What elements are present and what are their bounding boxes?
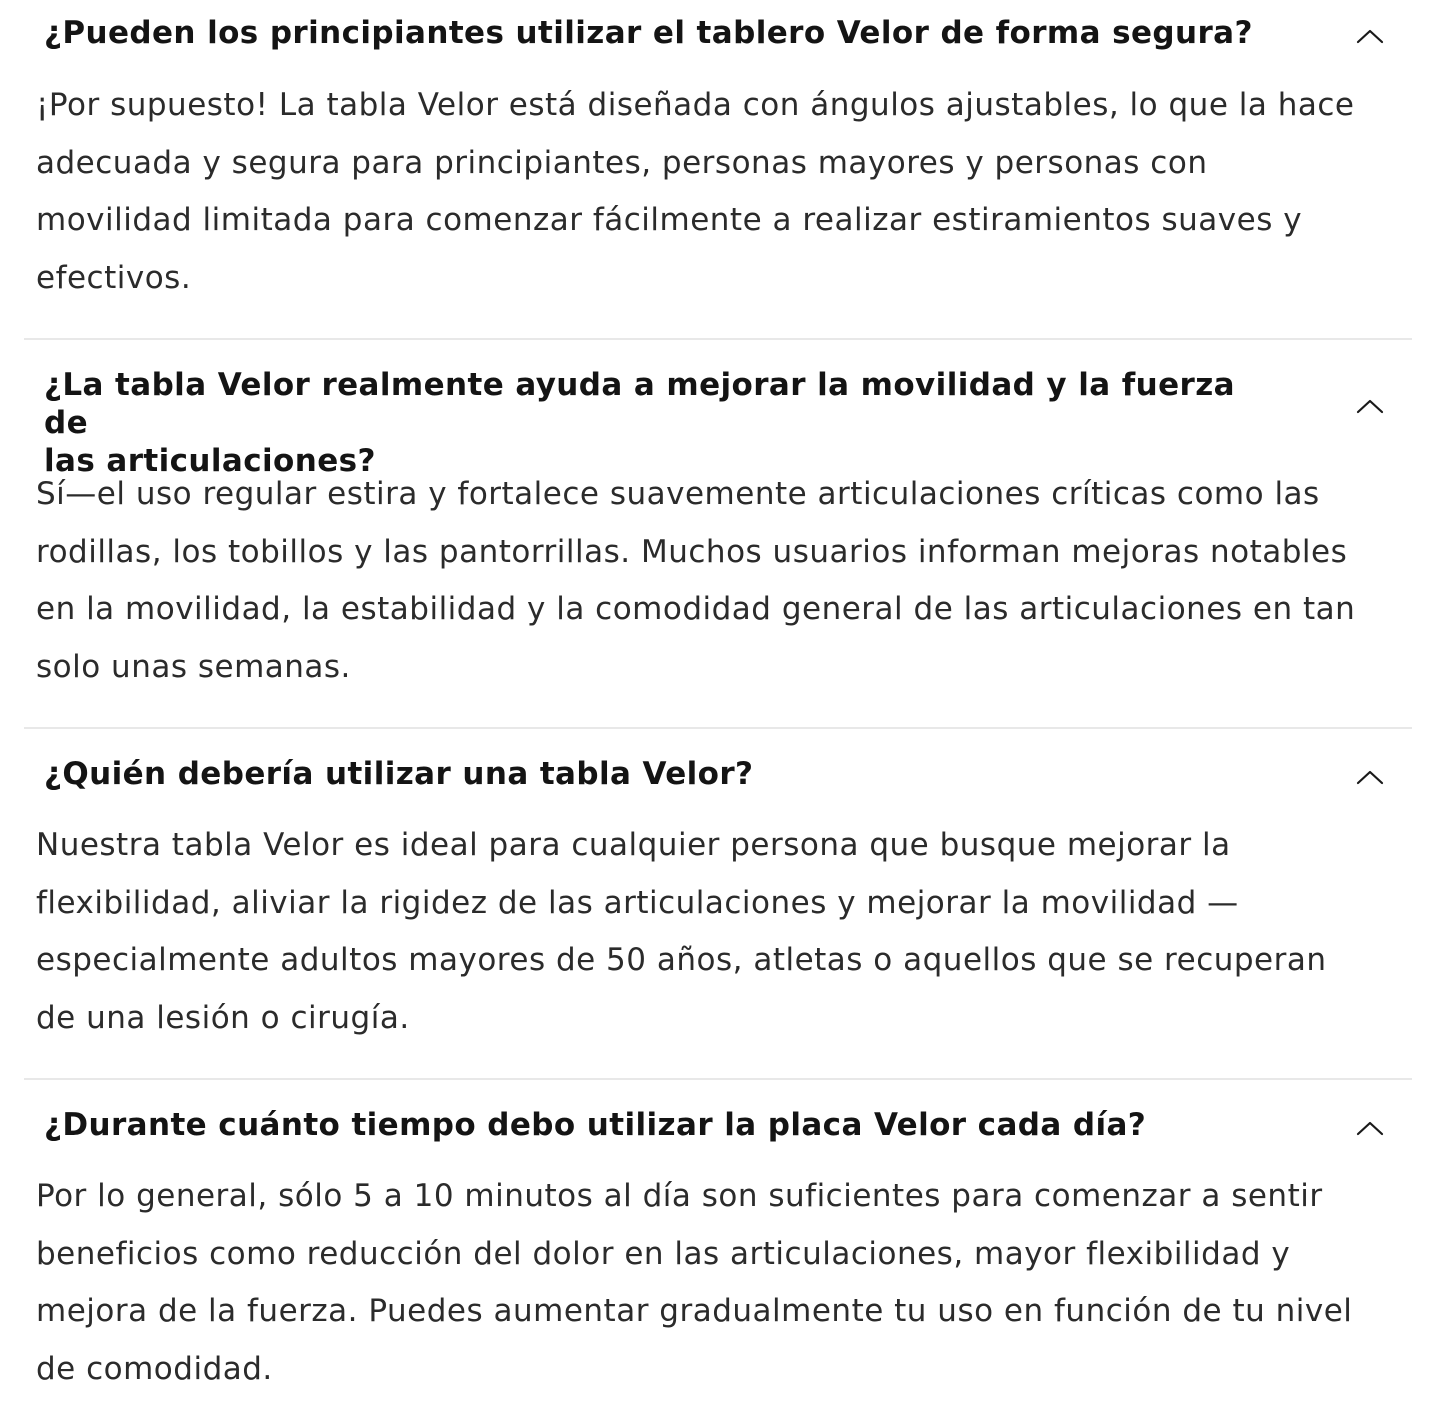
faq-toggle-button[interactable] xyxy=(1350,386,1390,426)
faq-question[interactable]: ¿Pueden los principiantes utilizar el tablero Velor de forma segura? xyxy=(44,15,1253,51)
chevron-up-icon xyxy=(1356,398,1384,414)
chevron-up-icon xyxy=(1356,28,1384,44)
faq-answer: ¡Por supuesto! La tabla Velor está diseñada con ángulos ajustables, lo que la hace adecuada y segura para principiantes, personas mayores y personas con movilidad limitada para comenzar fácilmente a realizar estiramientos suaves y efectivos. xyxy=(36,87,1355,296)
faq-question[interactable]: ¿Durante cuánto tiempo debo utilizar la placa Velor cada día? xyxy=(44,1107,1147,1143)
chevron-up-icon xyxy=(1356,769,1384,785)
faq-item xyxy=(24,727,1412,1080)
faq-item xyxy=(24,338,1412,729)
chevron-up-icon xyxy=(1356,1120,1384,1136)
faq-answer: Por lo general, sólo 5 a 10 minutos al día son suficientes para comenzar a sentir beneficios como reducción del dolor en las articulaciones, mayor flexibilidad y mejora de la fuerza. Puedes aumentar gradualmente tu uso en función de tu nivel de comodidad. xyxy=(36,1178,1353,1387)
faq-answer: Nuestra tabla Velor es ideal para cualquier persona que busque mejorar la flexibilidad, aliviar la rigidez de las articulaciones y mejorar la movilidad — especialmente adultos mayores de 50 años, atletas o aquellos que se recuperan de una lesión o cirugía. xyxy=(36,827,1327,1036)
faq-item xyxy=(24,0,1412,338)
faq-question[interactable]: ¿La tabla Velor realmente ayuda a mejorar la movilidad y la fuerza de las articulaciones? xyxy=(44,367,1236,479)
faq-question[interactable]: ¿Quién debería utilizar una tabla Velor? xyxy=(44,756,754,792)
faq-toggle-button[interactable] xyxy=(1350,16,1390,56)
faq-item xyxy=(24,1078,1412,1428)
faq-toggle-button[interactable] xyxy=(1350,1108,1390,1148)
faq-toggle-button[interactable] xyxy=(1350,757,1390,797)
faq-answer: Sí—el uso regular estira y fortalece suavemente articulaciones críticas como las rodillas, los tobillos y las pantorrillas. Muchos usuarios informan mejoras notables en la movilidad, la estabilidad y la comodidad general de las articulaciones en tan solo unas semanas. xyxy=(36,476,1356,685)
